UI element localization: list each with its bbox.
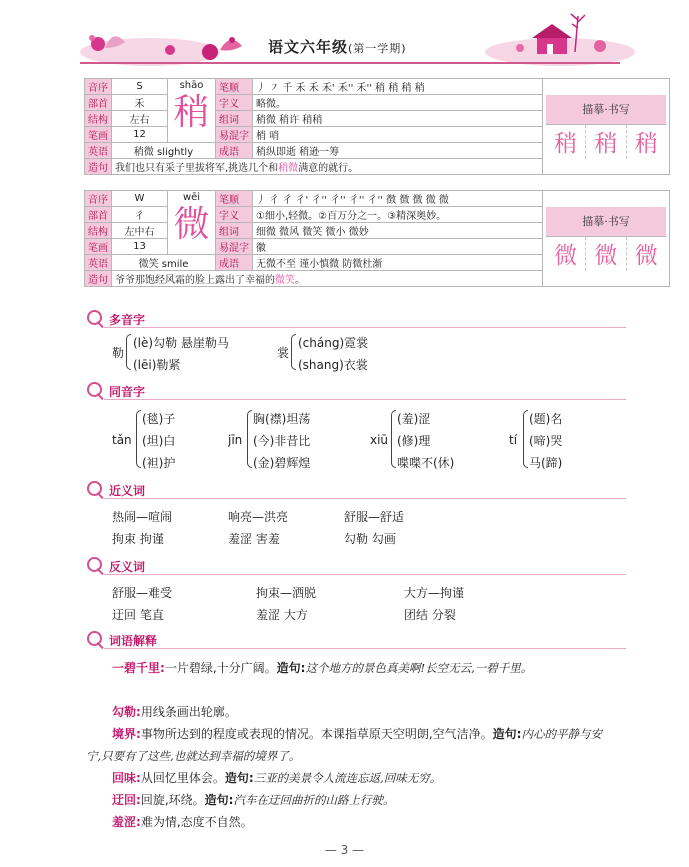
- card-value: 左中右: [112, 223, 168, 239]
- section-title: 词语解释: [109, 633, 158, 648]
- section-heading-word-definitions: [86, 630, 157, 650]
- magnifier-icon: [86, 630, 108, 650]
- writing-practice-box: [543, 191, 670, 287]
- homophone-word: (羞)涩: [397, 412, 431, 426]
- section-rule: [104, 399, 626, 400]
- card-label: 结构: [85, 111, 112, 127]
- synonym-pair: 拘束 拘谨: [112, 532, 164, 546]
- card-label: 易混字: [216, 239, 253, 255]
- card-value: 禾: [112, 95, 168, 111]
- section-rule: [104, 498, 626, 499]
- card-value: ①细小,轻微。②百万分之一。③精深奥妙。: [253, 207, 543, 223]
- trace-character: 微: [586, 237, 626, 271]
- card-value: 梢 哨: [253, 127, 543, 143]
- card-value: 13: [112, 239, 168, 255]
- example-sentence: 爷爷那饱经风霜的脸上露出了幸福的微笑。: [112, 271, 543, 287]
- brace: [291, 334, 296, 370]
- definition-item: 回味:从回忆里体会。造句:三亚的美景令人流连忘返,回味无穷。: [112, 771, 442, 785]
- synonym-pair: 羞涩 害羞: [228, 532, 280, 546]
- polyphonic-reading: (shang)衣裳: [298, 358, 368, 372]
- trace-character: 稍: [546, 125, 586, 159]
- writing-practice-box: [543, 79, 670, 175]
- definition-item: 勾勒:用线条画出轮廓。: [112, 705, 237, 719]
- big-character: 微: [173, 204, 210, 245]
- card-label: 笔顺: [216, 191, 253, 207]
- card-label: 组词: [216, 223, 253, 239]
- page-number: — 3 —: [324, 843, 365, 857]
- synonym-pair: 热闹—喧闹: [112, 510, 173, 524]
- synonym-pair: 舒服—舒适: [344, 510, 405, 524]
- card-label: 音序: [85, 191, 112, 207]
- character-card-wei: [84, 190, 670, 287]
- homophone-word: (今)非昔比: [253, 434, 311, 448]
- section-heading-polyphonic: [86, 309, 145, 329]
- brace: [126, 334, 131, 370]
- antonym-pair: 迂回 笔直: [112, 608, 164, 622]
- synonym-pair: 响亮—洪亮: [228, 510, 289, 524]
- card-label: 易混字: [216, 127, 253, 143]
- card-label: 部首: [85, 95, 112, 111]
- section-heading-homophones: [86, 381, 145, 401]
- trace-character: 微: [546, 237, 586, 271]
- homophone-word: (袒)护: [142, 456, 176, 470]
- polyphonic-char: 勒: [112, 346, 125, 360]
- polyphonic-reading: (lēi)勒紧: [133, 358, 181, 372]
- magnifier-icon: [86, 556, 108, 576]
- homophone-word: (坦)白: [142, 434, 176, 448]
- card-value: W: [112, 191, 168, 207]
- card-label: 成语: [216, 143, 253, 159]
- brace: [247, 410, 252, 468]
- antonym-pair: 羞涩 大方: [256, 608, 308, 622]
- header-rule: [80, 62, 620, 64]
- homophone-pinyin: xiū: [370, 433, 389, 447]
- brace: [523, 410, 528, 468]
- card-label: 部首: [85, 207, 112, 223]
- magnifier-icon: [86, 309, 108, 329]
- writing-practice-title: 描摹·书写: [546, 207, 666, 237]
- trace-character: 稍: [586, 125, 626, 159]
- character-pinyin: wēi: [182, 192, 201, 203]
- card-label: 组词: [216, 111, 253, 127]
- homophone-word: 马(蹄): [529, 456, 563, 470]
- big-character-cell: [168, 79, 216, 143]
- homophone-word: 喋喋不(休): [397, 456, 455, 470]
- magnifier-icon: [86, 480, 108, 500]
- homophone-pinyin: tí: [509, 433, 518, 447]
- polyphonic-reading: (cháng)霓裳: [298, 336, 369, 350]
- big-character-cell: [168, 191, 216, 255]
- brace: [136, 410, 141, 468]
- definition-item: 一碧千里:一片碧绿,十分广阔。造句:这个地方的景色真美啊!长空无云,一碧千里。: [112, 661, 533, 675]
- card-value: 无微不至 谨小慎微 防微杜渐: [253, 255, 543, 271]
- magnifier-icon: [86, 381, 108, 401]
- antonym-pair: 大方—拘谨: [404, 586, 465, 600]
- card-label: 造句: [85, 271, 112, 287]
- section-heading-antonyms: [86, 556, 145, 576]
- trace-character: 微: [634, 243, 658, 269]
- card-label: 笔画: [85, 127, 112, 143]
- card-label: 字义: [216, 207, 253, 223]
- section-rule: [104, 574, 626, 575]
- example-sentence: 我们也只有采子里拔将军,挑选几个和稍微满意的就行。: [112, 159, 543, 175]
- card-label: 字义: [216, 95, 253, 111]
- card-value: S: [112, 79, 168, 95]
- character-pinyin: shāo: [179, 80, 204, 91]
- card-value: 12: [112, 127, 168, 143]
- card-value: 略微。: [253, 95, 543, 111]
- trace-character: 稍: [634, 131, 658, 157]
- section-title: 近义词: [109, 483, 146, 498]
- homophone-word: (啼)哭: [529, 434, 563, 448]
- card-value: 左右: [112, 111, 168, 127]
- definition-item: 迂回:回旋,环绕。造句:汽车在迂回曲折的山路上行驶。: [112, 793, 395, 807]
- card-label: 英语: [85, 255, 112, 271]
- page-title: 语文六年级(第一学期): [268, 38, 407, 56]
- section-rule: [104, 327, 626, 328]
- brace: [391, 410, 396, 468]
- antonym-pair: 团结 分裂: [404, 608, 456, 622]
- big-character: 稍: [173, 92, 210, 133]
- card-value: 稍微 slightly: [112, 143, 216, 159]
- stroke-order: 丿 ㇇ 千 禾 禾 禾' 禾'' 禾'' 稍 稍 稍 稍: [253, 79, 543, 95]
- homophone-word: (题)名: [529, 412, 563, 426]
- card-value: 微笑 smile: [112, 255, 216, 271]
- antonym-pair: 舒服—难受: [112, 586, 173, 600]
- homophone-pinyin: tǎn: [112, 433, 132, 447]
- homophone-word: 胸(襟)坦荡: [253, 412, 311, 426]
- card-label: 结构: [85, 223, 112, 239]
- polyphonic-reading: (lè)勾勒 悬崖勒马: [133, 336, 229, 350]
- section-title: 反义词: [109, 559, 146, 574]
- definition-item: 境界:事物所达到的程度或表现的情况。本课指草原天空明朗,空气洁净。造句:内心的平静与安宁,只要有了这些,也就达到幸福的境界了。: [86, 727, 602, 763]
- section-rule: [104, 648, 626, 649]
- homophone-word: (毯)子: [142, 412, 176, 426]
- character-card-shao: [84, 78, 670, 175]
- section-title: 同音字: [109, 384, 146, 399]
- card-value: 细微 微风 微笑 微小 微妙: [253, 223, 543, 239]
- card-value: 稍微 稍许 稍稍: [253, 111, 543, 127]
- card-label: 造句: [85, 159, 112, 175]
- card-value: 稍纵即逝 稍逊一筹: [253, 143, 543, 159]
- card-label: 成语: [216, 255, 253, 271]
- section-title: 多音字: [109, 312, 146, 327]
- stroke-order: 丿 彳 彳 彳' 彳'' 彳'' 彳'' 彳'' 徴 徴 徴 微 微: [253, 191, 543, 207]
- card-label: 英语: [85, 143, 112, 159]
- page-header: [0, 0, 689, 75]
- antonym-pair: 拘束—洒脱: [256, 586, 317, 600]
- homophone-word: (修)理: [397, 434, 431, 448]
- card-value: 彳: [112, 207, 168, 223]
- card-label: 笔顺: [216, 79, 253, 95]
- section-heading-synonyms: [86, 480, 145, 500]
- card-value: 徽: [253, 239, 543, 255]
- card-label: 音序: [85, 79, 112, 95]
- synonym-pair: 勾勒 勾画: [344, 532, 396, 546]
- definition-item: 羞涩:难为情,态度不自然。: [112, 815, 253, 829]
- homophone-word: (金)碧辉煌: [253, 456, 311, 470]
- polyphonic-char: 裳: [277, 346, 290, 360]
- homophone-pinyin: jīn: [228, 433, 243, 447]
- card-label: 笔画: [85, 239, 112, 255]
- writing-practice-title: 描摹·书写: [546, 95, 666, 125]
